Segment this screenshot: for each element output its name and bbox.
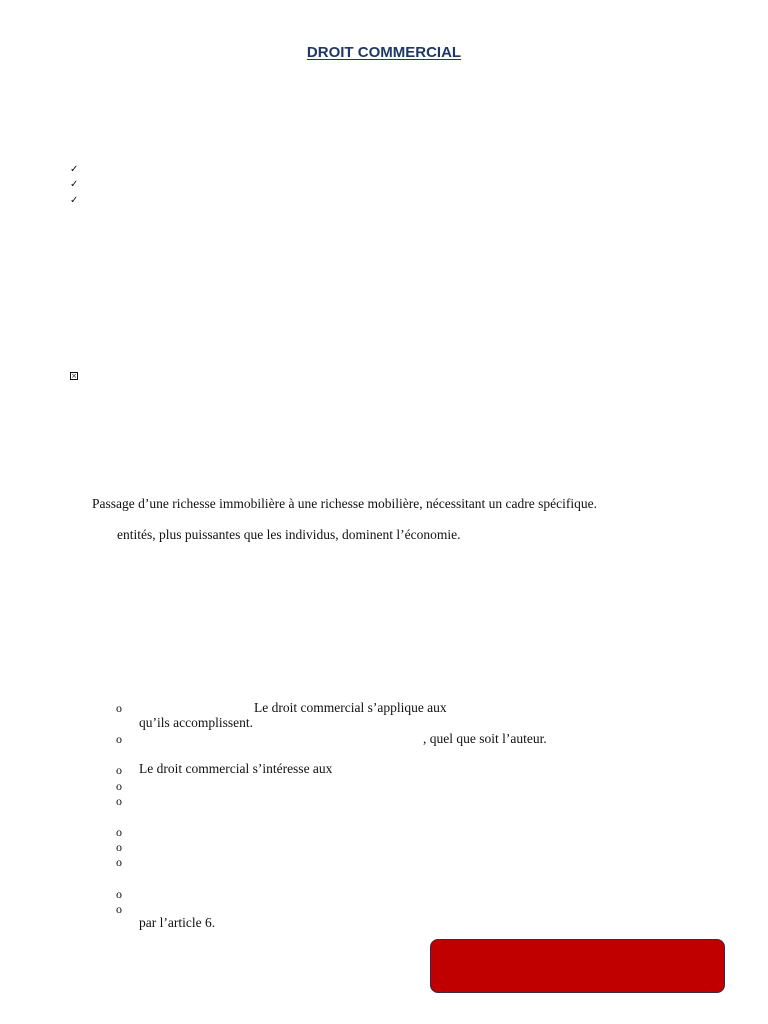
bullet-continuation-article: par l’article 6. [139,915,216,930]
bullet-continuation-accomplissent: qu’ils accomplissent. [139,715,253,730]
check-icon: ✓ [70,195,79,206]
bullet-icon: o [116,902,122,916]
bullet-icon: o [116,701,122,715]
paragraph-richesse: Passage d’une richesse immobilière à une richesse mobilière, nécessitant un cadre spécifique. [92,496,597,511]
paragraph-entites: entités, plus puissantes que les individus, dominent l’économie. [117,527,461,542]
bullet-text-auteur: , quel que soit l’auteur. [423,731,547,746]
check-icon: ✓ [70,179,79,190]
bullet-icon: o [116,855,122,869]
bullet-icon: o [116,825,122,839]
bullet-icon: o [116,732,122,746]
page-title: DROIT COMMERCIAL [306,44,462,61]
red-callout-box [430,939,725,993]
bullet-icon: o [116,887,122,901]
boxed-x-icon: × [71,372,77,380]
bullet-icon: o [116,840,122,854]
bullet-icon: o [116,779,122,793]
bullet-text-applique: Le droit commercial s’applique aux [254,700,447,715]
bullet-text-interesse: Le droit commercial s’intéresse aux [139,761,333,776]
bullet-icon: o [116,763,122,777]
check-icon: ✓ [70,164,79,175]
bullet-icon: o [116,794,122,808]
